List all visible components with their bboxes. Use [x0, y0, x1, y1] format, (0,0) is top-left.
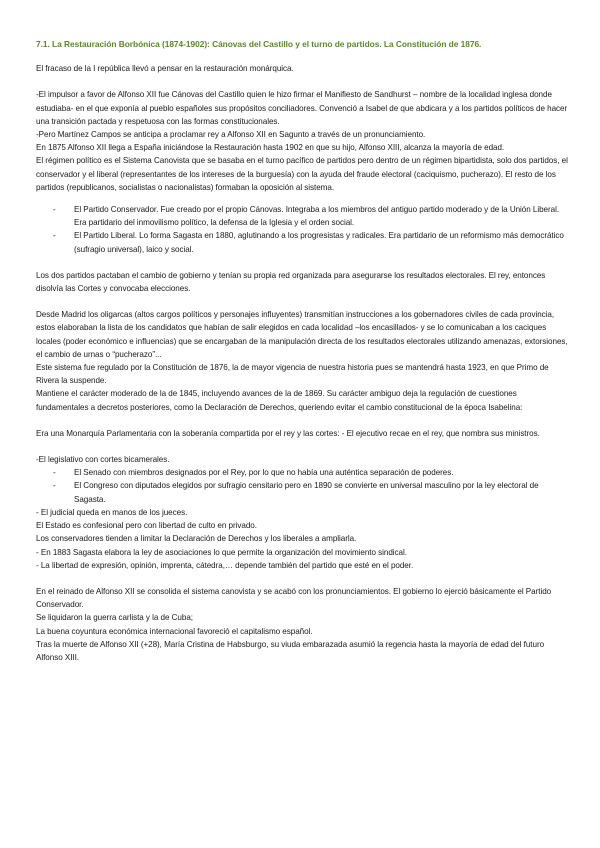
paragraph-declaracion-derechos: Los conservadores tienden a limitar la Declaración de Derechos y los liberales a ampliarla. — [36, 534, 357, 544]
paragraph-pacto: Los dos partidos pactaban el cambio de gobierno y tenían su propia red organizada para asegurarse los resultados electorales. El rey, entonces disolvía las Cortes y convocaba elecciones. — [36, 270, 546, 294]
document-title: 7.1. La Restauración Borbónica (1874-1902): Cánovas del Castillo y el turno de partidos. La Constitución de 1876. — [36, 39, 482, 49]
list-dash: - — [53, 205, 56, 215]
paragraph-restauracion: En 1875 Alfonso XII llega a España iniciándose la Restauración hasta 1902 en que su hijo, Alfonso XIII, alcanza la mayoría de edad. — [36, 143, 505, 153]
paragraph-martinez-campos: -Pero Martínez Campos se anticipa a proclamar rey a Alfonso XII en Sagunto a través de un pronunciamiento. — [36, 130, 426, 140]
intro-paragraph: El fracaso de la I república llevó a pensar en la restauración monárquica. — [36, 64, 294, 74]
paragraph-legislativo: -El legislativo con cortes bicamerales. — [36, 455, 170, 465]
list-item-text: El Senado con miembros designados por el Rey, por lo que no había una auténtica separación de poderes. — [74, 468, 454, 478]
list-item-senado — [36, 466, 570, 479]
list-item-partido-conservador — [36, 203, 570, 229]
paragraph-coyuntura: La buena coyuntura económica internacional favoreció el capitalismo español. — [36, 626, 313, 636]
list-dash: - — [53, 231, 56, 241]
list-item-congreso — [36, 479, 570, 505]
paragraph-guerras: Se liquidaron la guerra carlista y la de Cuba; — [36, 613, 193, 623]
paragraph-caracter-moderado: Mantiene el carácter moderado de la de 1845, incluyendo avances de la de 1869. Su carácter ambiguo deja la regulación de cuestiones fundamentales a decretos posteriores, como la Declaración de Derechos, queriendo evitar el cambio constitucional de la época Isabelina: — [36, 389, 523, 412]
paragraph-oligarcas: Desde Madrid los oligarcas (altos cargos políticos y personajes influyentes) transmitían instrucciones a los gobernadores civiles de cada provincia, estos elaboraban la lista de los candidatos que habían de salir elegidos en cada localidad –los encasillados- y se lo comunicaban a los caciques locales (poder económico e influencias) que se encargaban de la manipulación directa de los resultados electorales utilizando amenazas, extorsiones, el cambio de urnas o “pucherazo”... — [36, 310, 568, 359]
paragraph-estado-confesional: El Estado es confesional pero con libertad de culto en privado. — [36, 521, 257, 531]
paragraph-monarquia: Era una Monarquía Parlamentaria con la soberanía compartida por el rey y las cortes: - El ejecutivo recae en el rey, que nombra sus ministros. — [36, 428, 540, 438]
paragraph-ley-asociaciones: - En 1883 Sagasta elabora la ley de asociaciones lo que permite la organización del movimiento sindical. — [36, 547, 407, 557]
list-item-text: El Congreso con diputados elegidos por sufragio censitario pero en 1890 se convierte en universal masculino por la ley electoral de Sagasta. — [74, 481, 539, 504]
paragraph-judicial: - El judicial queda en manos de los jueces. — [36, 507, 188, 517]
list-dash: - — [53, 481, 56, 491]
paragraph-constitucion-1876: Este sistema fue regulado por la Constitución de 1876, la de mayor vigencia de nuestra historia pues se mantendrá hasta 1923, en que Primo de Rivera la suspende. — [36, 363, 549, 386]
list-item-text: El Partido Liberal. Lo forma Sagasta en 1880, aglutinando a los progresistas y radicales. Era partidario de un reformismo más democrático (sufragio universal), laico y social. — [74, 231, 564, 254]
paragraph-sistema-canovista: El régimen político es el Sistema Canovista que se basaba en el turno pacífico de partidos pero dentro de un régimen bipartidista, solo dos partidos, el conservador y el liberal (representantes de los intereses de la burguesía) con la ayuda del fraude electoral (caciquismo, pucherazo). El resto de los partidos (republicanos, socialistas o nacionalistas) formaban la oposición al sistema. — [36, 156, 568, 192]
paragraph-reinado-alfonso-xii: En el reinado de Alfonso XII se consolida el sistema canovista y se acabó con los pronunciamientos. El gobierno lo ejerció básicamente el Partido Conservador. — [36, 586, 552, 610]
chambers-list — [36, 466, 570, 506]
paragraph-libertad-expresion: - La libertad de expresión, opinión, imprenta, cátedra,… depende también del partido que esté en el poder. — [36, 560, 414, 570]
list-item-partido-liberal — [36, 229, 570, 255]
list-dash: - — [53, 468, 56, 478]
paragraph-sandhurst: -El impulsor a favor de Alfonso XII fue Cánovas del Castillo quien le hizo firmar el Manifiesto de Sandhurst – nombre de la localidad inglesa donde estudiaba- en el que exponía al pueblo españoles sus propósitos conciliadores. Convenció a Isabel de que abdicara y a los partidos políticos de hacer una transición pactada y respetuosa con las formas constitucionales. — [36, 90, 568, 126]
list-item-text: El Partido Conservador. Fue creado por el propio Cánovas. Integraba a los miembros del antiguo partido moderado y de la Unión Liberal. Era partidario del inmovilismo político, la defensa de la Iglesia y el orden social. — [74, 205, 560, 228]
paragraph-regencia: Tras la muerte de Alfonso XII (+28), María Cristina de Habsburgo, su viuda embarazada asumió la regencia hasta la mayoría de edad del futuro Alfonso XIII. — [36, 639, 545, 662]
parties-list — [36, 203, 570, 256]
